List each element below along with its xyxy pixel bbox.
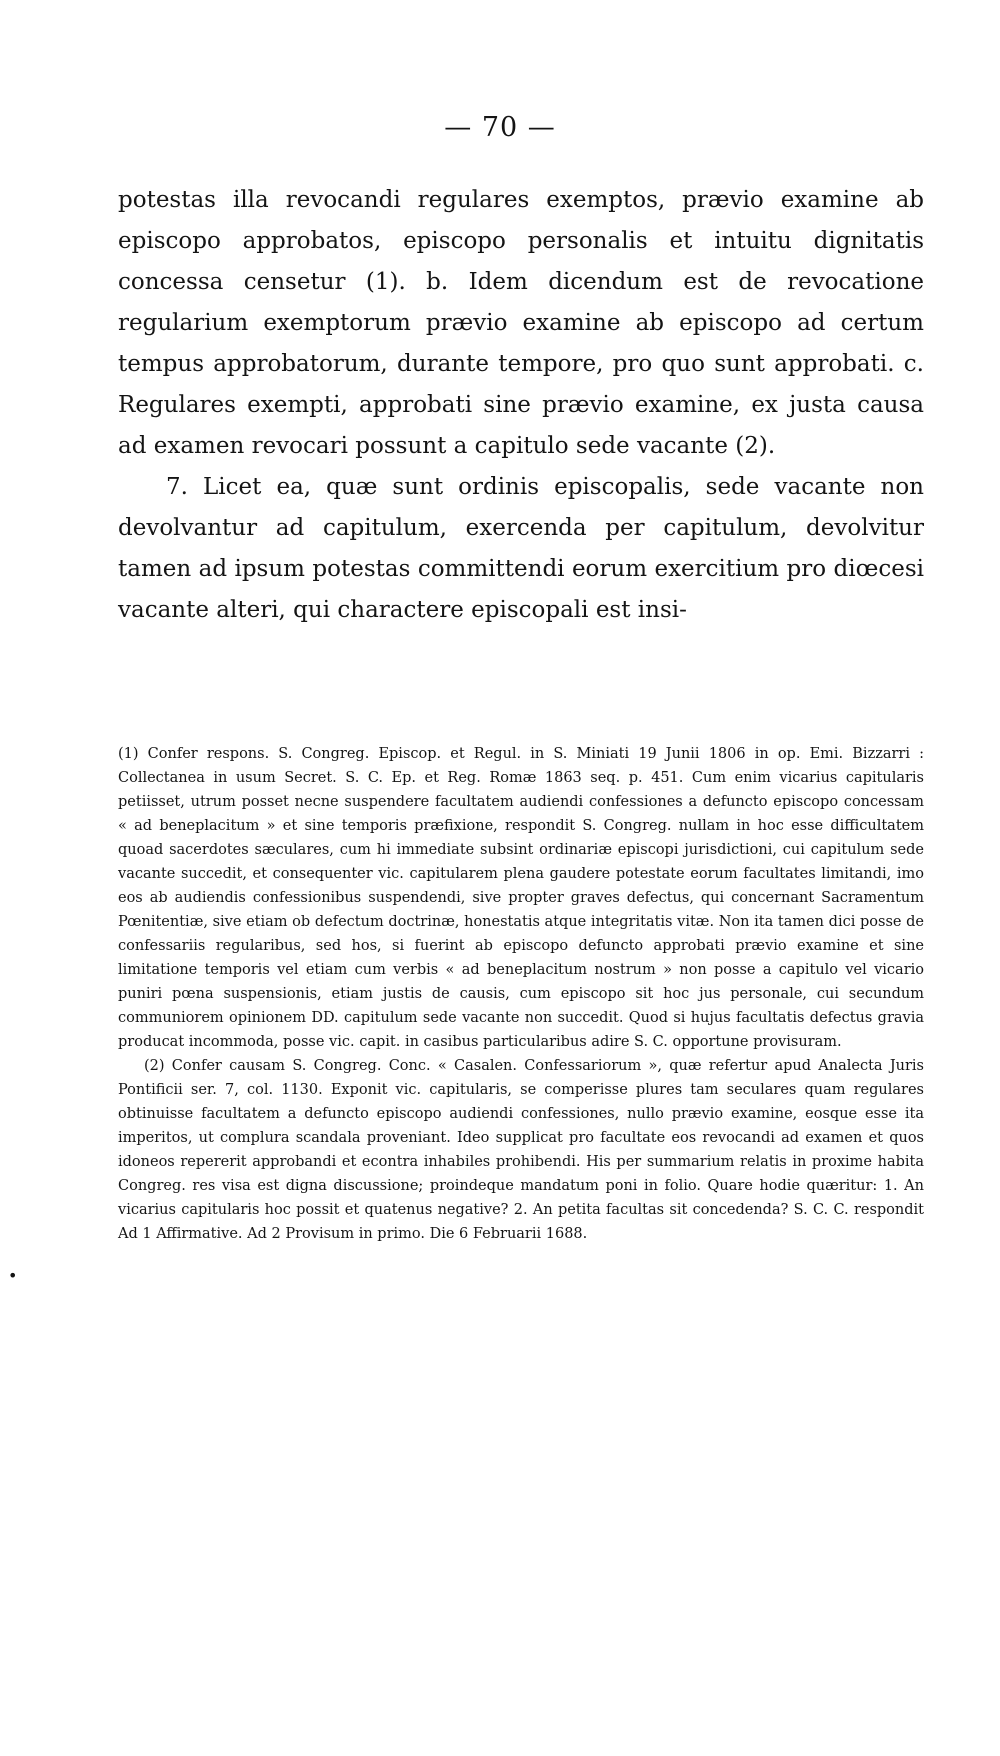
main-paragraph-2: 7. Licet ea, quæ sunt ordinis episcopalis, sede vacante non devolvantur ad capitulum, exercenda per capitulum, devolvitur tamen ad ipsum potestas committendi eorum exercitium pro diœcesi vacante alteri, qui charactere episcopali est insi- bbox=[118, 474, 924, 623]
main-text bbox=[118, 180, 924, 631]
footnote-2: (2) Confer causam S. Congreg. Conc. « Casalen. Confessariorum », quæ refertur apud Analecta Juris Pontificii ser. 7, col. 1130. Exponit vic. capitularis, se comperisse plures tam seculares quam regulares obtinuisse facultatem a defuncto episcopo audiendi confessiones, nullo prævio examine, eosque esse ita imperitos, ut complura scandala proveniant. Ideo supplicat pro facultate eos revocandi ad examen et quos idoneos repererit approbandi et econtra inhabiles prohibendi. His per summarium relatis in proxime habita Congreg. res visa est digna discussione; proindeque mandatum poni in folio. Quare hodie quæritur: 1. An vicarius capitularis hoc possit et quatenus negative? 2. An petita facultas sit concedenda? S. C. C. respondit Ad 1 Affirmative. Ad 2 Provisum in primo. Die 6 Februarii 1688. bbox=[118, 1058, 924, 1242]
margin-mark: • bbox=[8, 1266, 18, 1285]
footnote-1: (1) Confer respons. S. Congreg. Episcop. et Regul. in S. Miniati 19 Junii 1806 in op. Emi. Bizzarri : Collectanea in usum Secret. S. C. Ep. et Reg. Romæ 1863 seq. p. 451. Cum enim vicarius capitularis petiisset, utrum posset necne suspendere facultatem audiendi confessiones a defuncto episcopo concessam « ad beneplacitum » et sine temporis præfixione, respondit S. Congreg. nullam in hoc esse difficultatem quoad sacerdotes sæculares, cum hi immediate subsint ordinariæ episcopi jurisdictioni, cui capitulum sede vacante succedit, et consequenter vic. capitularem plena gaudere potestate eorum facultates limitandi, imo eos ab audiendis confessionibus suspendendi, sive propter graves defectus, qui concernant Sacramentum Pœnitentiæ, sive etiam ob defectum doctrinæ, honestatis atque integritatis vitæ. Non ita tamen dici posse de confessariis regularibus, sed hos, si fuerint ab episcopo defuncto approbati prævio examine et sine limitatione temporis vel etiam cum verbis « ad beneplacitum nostrum » non posse a capitulo vel vicario puniri pœna suspensionis, etiam justis de causis, cum episcopo sit hoc jus personale, cui secundum communiorem opinionem DD. capitulum sede vacante non succedit. Quod si hujus facultatis defectus gravia producat incommoda, posse vic. capit. in casibus particularibus adire S. C. opportune provisuram. bbox=[118, 746, 924, 1050]
page-number: — 70 — bbox=[444, 112, 556, 143]
footnotes bbox=[118, 742, 924, 1246]
main-paragraph-1: potestas illa revocandi regulares exemptos, prævio examine ab episcopo approbatos, episcopo personalis et intuitu dignitatis concessa censetur (1). b. Idem dicendum est de revocatione regularium exemptorum prævio examine ab episcopo ad certum tempus approbatorum, durante tempore, pro quo sunt approbati. c. Regulares exempti, approbati sine prævio examine, ex justa causa ad examen revocari possunt a capitulo sede vacante (2). bbox=[118, 187, 924, 459]
